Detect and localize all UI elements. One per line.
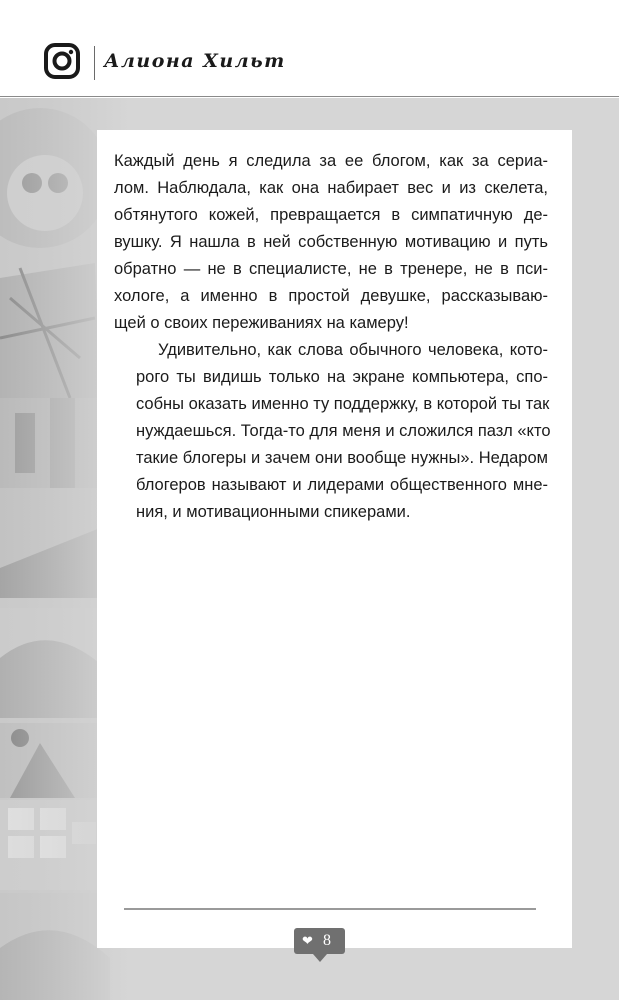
text-line: лом. Наблюдала, как она набирает вес и из скелета, [114,179,548,197]
heart-icon: ❤ [302,933,313,948]
author-name: Алиона Хильт [104,50,286,72]
page-number: 8 [323,932,331,949]
text-line: нуждаешься. Тогда-то для меня и сложился пазл «кто [136,422,551,440]
footer-rule [124,908,536,910]
text-line: обтянутого кожей, превращается в симпатичную де- [114,206,548,224]
text-line: Удивительно, как слова обычного человека, кото- [158,341,548,359]
page-header [0,0,619,97]
text-panel [97,130,572,948]
body-text [114,148,551,526]
header-divider [94,46,95,80]
text-line: блогеров называют и лидерами общественного мне- [136,476,548,494]
text-line: собны оказать именно ту поддержку, в которой ты так [136,395,550,413]
text-line: хологе, а именно в простой девушке, рассказываю- [114,287,548,305]
instagram-icon [44,43,80,79]
text-line: Каждый день я следила за ее блогом, как за сериа- [114,152,548,170]
text-line: щей о своих переживаниях на камеру! [114,314,409,332]
text-line: вушку. Я нашла в ней собственную мотивацию и путь [114,233,548,251]
paragraph [114,148,548,337]
text-line: ния, и мотивационными спикерами. [136,503,411,521]
page-number-badge [294,928,345,954]
text-line: обратно — не в специалисте, не в тренере, не в пси- [114,260,548,278]
text-line: рого ты видишь только на экране компьютера, спо- [136,368,548,386]
paragraph [114,337,551,526]
text-line: такие блогеры и зачем они вообще нужны». Недаром [136,449,548,467]
